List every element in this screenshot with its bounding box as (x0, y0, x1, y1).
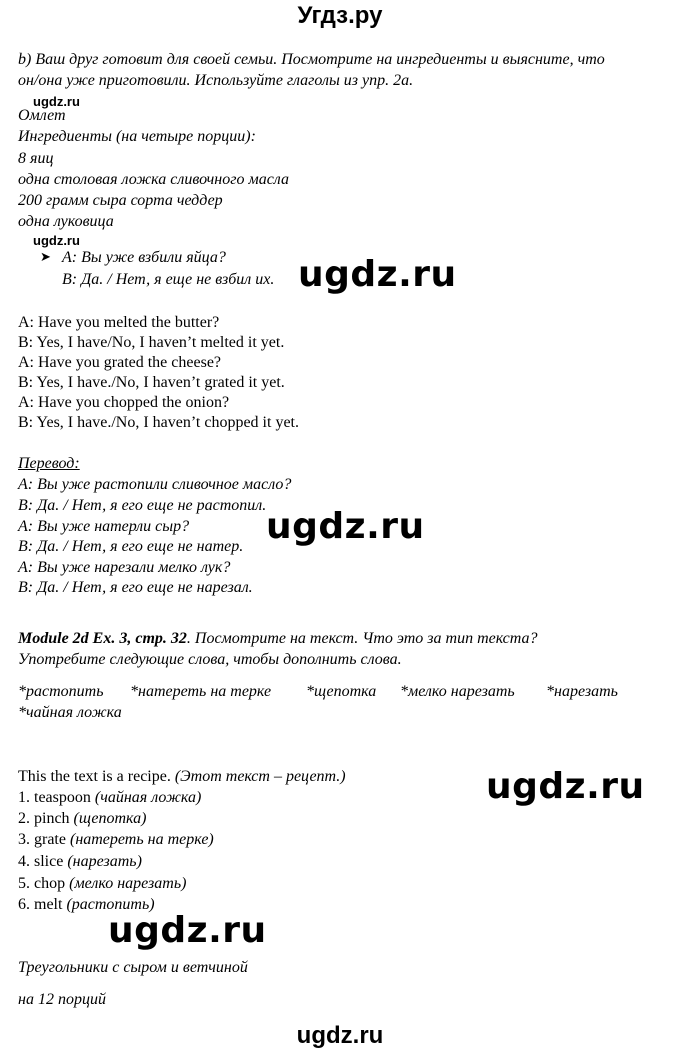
arrow-bullet-icon: ➤ (40, 250, 51, 265)
answer-item-word: grate (34, 831, 70, 848)
answer-item-word: slice (34, 853, 68, 870)
example-line-a: А: Вы уже взбили яйца? (62, 249, 226, 266)
dialogue-line: B: Yes, I have/No, I haven’t melted it yet. (18, 334, 285, 351)
footer-watermark: ugdz.ru (296, 1022, 384, 1049)
next-recipe-portions: на 12 порций (18, 991, 106, 1008)
ingredient-item: одна луковица (18, 213, 114, 230)
watermark-big-1: ugdz.ru (298, 254, 457, 295)
watermark-big-2: ugdz.ru (266, 506, 425, 547)
watermark-big-3: ugdz.ru (486, 766, 645, 807)
module-instruction-line-2: Употребите следующие слова, чтобы дополнить слова. (18, 651, 402, 668)
word-bank-item: *натереть на терке (130, 683, 272, 700)
translation-line: В: Да. / Нет, я его еще не растопил. (18, 497, 267, 514)
answer-item-translation: (растопить) (66, 896, 155, 913)
answer-item (18, 809, 146, 829)
answer-item-number: 4. (18, 853, 34, 870)
next-recipe-title: Треугольники с сыром и ветчиной (18, 959, 248, 976)
answer-item-translation: (мелко нарезать) (69, 875, 187, 892)
translation-line: А: Вы уже растопили сливочное масло? (18, 476, 292, 493)
answer-item-number: 3. (18, 831, 34, 848)
dialogue-line: A: Have you grated the cheese? (18, 354, 222, 371)
answer-item-number: 5. (18, 875, 34, 892)
answer-item-word: chop (34, 875, 70, 892)
answer-text-ru: (Этот текст – рецепт.) (174, 768, 346, 785)
answer-item-translation: (натереть на терке) (69, 831, 214, 848)
dialogue-line: A: Have you melted the butter? (18, 314, 220, 331)
answer-item-translation: (нарезать) (67, 853, 142, 870)
answer-text-en: This the text is a recipe. (18, 768, 175, 785)
translation-line: В: Да. / Нет, я его еще не натер. (18, 538, 244, 555)
word-bank-item: *чайная ложка (18, 704, 122, 721)
translation-line: А: Вы уже натерли сыр? (18, 518, 190, 535)
answer-item-number: 1. (18, 789, 34, 806)
watermark-big-4: ugdz.ru (108, 910, 267, 951)
watermark-small-1: ugdz.ru (33, 94, 80, 109)
answer-item-translation: (чайная ложка) (94, 789, 202, 806)
answer-item (18, 852, 142, 872)
ingredients-title: Ингредиенты (на четыре порции): (18, 128, 256, 145)
word-bank-item: *мелко нарезать (400, 683, 515, 700)
recipe-name: Омлет (18, 107, 66, 124)
translation-line: А: Вы уже нарезали мелко лук? (18, 559, 231, 576)
translation-line: В: Да. / Нет, я его еще не нарезал. (18, 579, 253, 596)
dialogue-line: B: Yes, I have./No, I haven’t grated it yet. (18, 374, 285, 391)
word-bank-item: *щепотка (306, 683, 377, 700)
watermark-small-2: ugdz.ru (33, 233, 80, 248)
module-instruction-text: . Посмотрите на текст. Что это за тип текста? (186, 630, 538, 647)
ingredient-item: одна столовая ложка сливочного масла (18, 171, 289, 188)
answer-item-number: 2. (18, 810, 34, 827)
answer-item (18, 874, 186, 894)
site-title[interactable]: Угдз.ру (297, 2, 383, 29)
answer-item-number: 6. (18, 896, 34, 913)
dialogue-line: B: Yes, I have./No, I haven’t chopped it yet. (18, 414, 299, 431)
answer-item-translation: (щепотка) (73, 810, 147, 827)
task-b-line-1: b) Ваш друг готовит для своей семьи. Посмотрите на ингредиенты и выясните, что (18, 51, 605, 68)
answer-item-word: melt (34, 896, 67, 913)
answer-item-word: pinch (34, 810, 74, 827)
answer-item-word: teaspoon (34, 789, 95, 806)
module-instruction-line-1 (18, 629, 537, 649)
ingredient-item: 200 грамм сыра сорта чеддер (18, 192, 223, 209)
dialogue-line: A: Have you chopped the onion? (18, 394, 230, 411)
ingredient-item: 8 яиц (18, 150, 54, 167)
word-bank-item: *нарезать (546, 683, 618, 700)
example-line-b: В: Да. / Нет, я еще не взбил их. (62, 271, 275, 288)
answer-text-type (18, 767, 346, 787)
translation-title: Перевод: (18, 455, 80, 472)
task-b-line-2: он/она уже приготовили. Используйте глаголы из упр. 2а. (18, 72, 414, 89)
module-reference: Module 2d Ex. 3, стр. 32 (18, 630, 187, 647)
answer-item (18, 830, 214, 850)
answer-item (18, 788, 201, 808)
word-bank-item: *растопить (18, 683, 104, 700)
